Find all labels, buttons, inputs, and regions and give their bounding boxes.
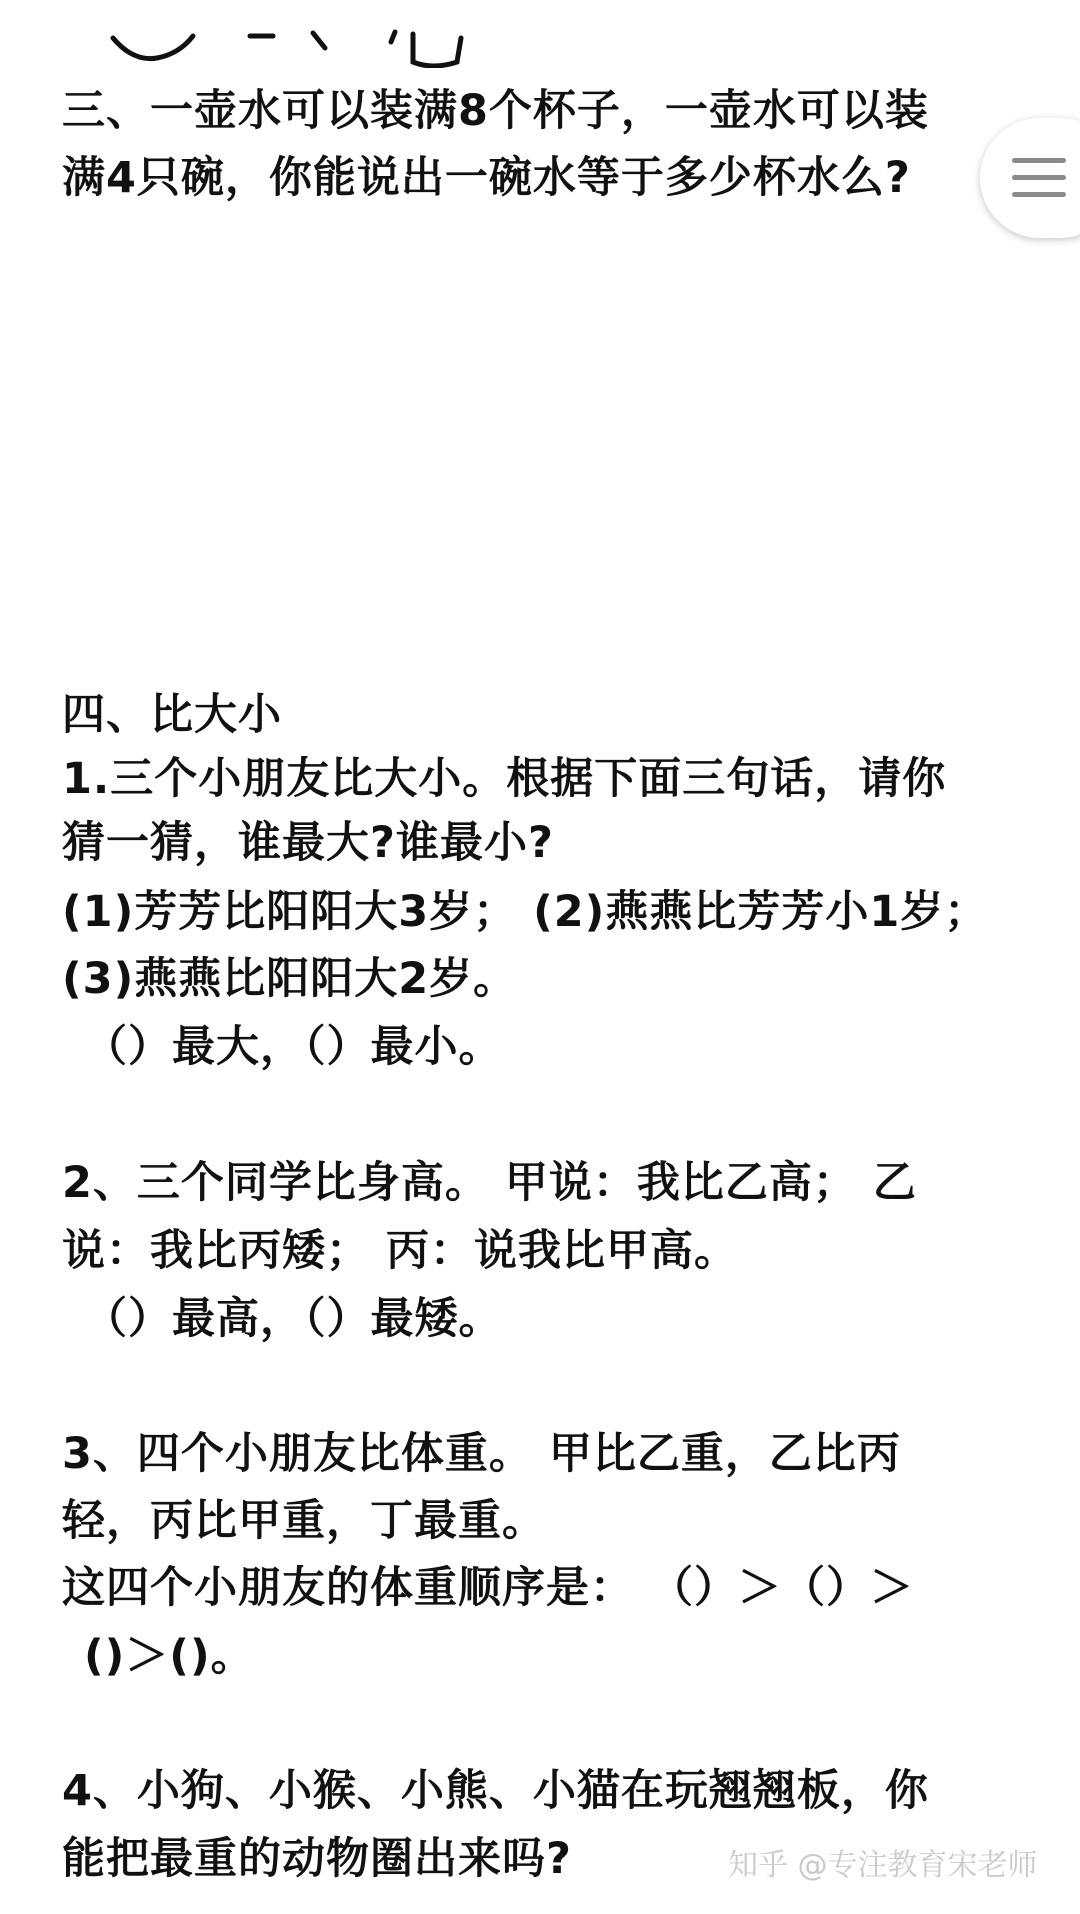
q1-line1: 1.三个小朋友比大小。根据下面三句话，请你 (62, 754, 947, 804)
hamburger-menu-icon (1012, 156, 1066, 200)
section4-title: 四、比大小 (62, 690, 282, 740)
q3-line2: 轻，丙比甲重，丁最重。 (62, 1496, 546, 1546)
q1-line2: 猜一猜，谁最大?谁最小? (62, 818, 554, 868)
floating-menu-button[interactable] (980, 118, 1080, 238)
q2-answer: （）最高，（）最矮。 (84, 1294, 503, 1344)
q1-line3: (1)芳芳比阳阳大3岁； (2)燕燕比芳芳小1岁； (62, 887, 989, 937)
q4-line2: 能把最重的动物圈出来吗? (62, 1834, 572, 1884)
q1-line4: (3)燕燕比阳阳大2岁。 (62, 954, 518, 1004)
q2-line1: 2、三个同学比身高。 甲说：我比乙高； 乙 (62, 1158, 917, 1208)
section3-line1: 三、一壶水可以装满8个杯子，一壶水可以装 (62, 86, 929, 136)
section3-line2: 满4只碗，你能说出一碗水等于多少杯水么? (62, 153, 911, 203)
q3-line1: 3、四个小朋友比体重。 甲比乙重，乙比丙 (62, 1429, 901, 1479)
cropped-illustration-fragment (95, 28, 475, 68)
q3-line3: 这四个小朋友的体重顺序是： （）＞（）＞ (62, 1563, 914, 1613)
q3-line4: ()＞()。 (84, 1631, 255, 1681)
zhihu-watermark: 知乎 @专注教育宋老师 (728, 1848, 1038, 1883)
q1-answer: （）最大，（）最小。 (84, 1022, 503, 1072)
q4-line1: 4、小狗、小猴、小熊、小猫在玩翘翘板，你 (62, 1766, 929, 1816)
q2-line2: 说：我比丙矮； 丙：说我比甲高。 (62, 1226, 738, 1276)
